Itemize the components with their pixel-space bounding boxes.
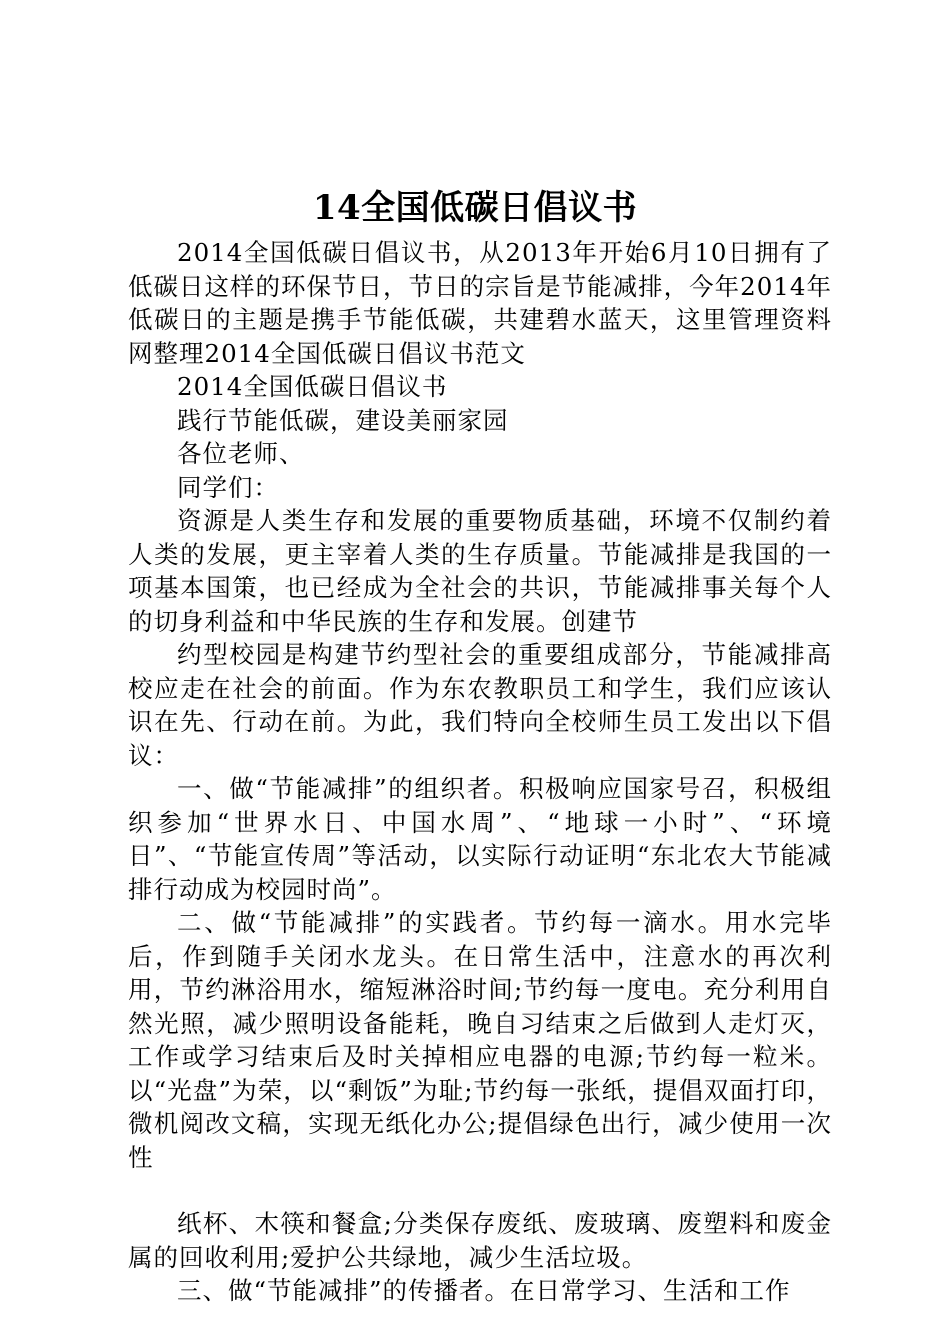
paragraph-slogan: 践行节能低碳，建设美丽家园 — [177, 405, 509, 435]
paragraph-subtitle: 2014全国低碳日倡议书 — [177, 372, 448, 401]
paragraph-organizer: 一、做“节能减排”的组织者。积极响应国家号召，积极组织参加“世界水日、中国水周”、“地球一小时”、“环境日”、“节能宣传周”等活动，以实际行动证明“东北农大节能减排行动成为校园时尚”。 — [128, 774, 832, 904]
paragraph-intro: 2014全国低碳日倡议书，从2013年开始6月10日拥有了低碳日这样的环保节日，节日的宗旨是节能减排，今年2014年低碳日的主题是携手节能低碳，共建碧水蓝天，这里管理资料网整理2014全国低碳日倡议书范文 — [128, 238, 832, 368]
document-title: 14全国低碳日倡议书 — [312, 188, 638, 228]
paragraph-practitioner: 二、做“节能减排”的实践者。节约每一滴水。用水完毕后，作到随手关闭水龙头。在日常生活中，注意水的再次利用，节约淋浴用水，缩短淋浴时间;节约每一度电。充分利用自然光照，减少照明设备能耗，晚自习结束之后做到人走灯灭，工作或学习结束后及时关掉相应电器的电源;节约每一粒米。以“光盘”为荣，以“剩饭”为耻;节约每一张纸，提倡双面打印，微机阅改文稿，实现无纸化办公;提倡绿色出行，减少使用一次性 — [128, 908, 832, 1172]
document-body — [128, 236, 832, 1308]
paragraph-salutation-teachers: 各位老师、 — [177, 439, 305, 468]
paragraph-salutation-students: 同学们： — [177, 472, 279, 502]
paragraph-campus: 约型校园是构建节约型社会的重要组成部分，节能减排高校应走在社会的前面。作为东农教职员工和学生，我们应该认识在先、行动在前。为此，我们特向全校师生员工发出以下倡议： — [128, 640, 832, 770]
paragraph-resources: 资源是人类生存和发展的重要物质基础，环境不仅制约着人类的发展，更主宰着人类的生存质量。节能减排是我国的一项基本国策，也已经成为全社会的共识，节能减排事关每个人的切身利益和中华民族的生存和发展。创建节 — [128, 506, 832, 636]
paragraph-continuation: 纸杯、木筷和餐盒;分类保存废纸、废玻璃、废塑料和废金属的回收利用;爱护公共绿地，减少生活垃圾。 — [128, 1209, 832, 1272]
paragraph-communicator: 三、做“节能减排”的传播者。在日常学习、生活和工作 — [177, 1276, 791, 1305]
